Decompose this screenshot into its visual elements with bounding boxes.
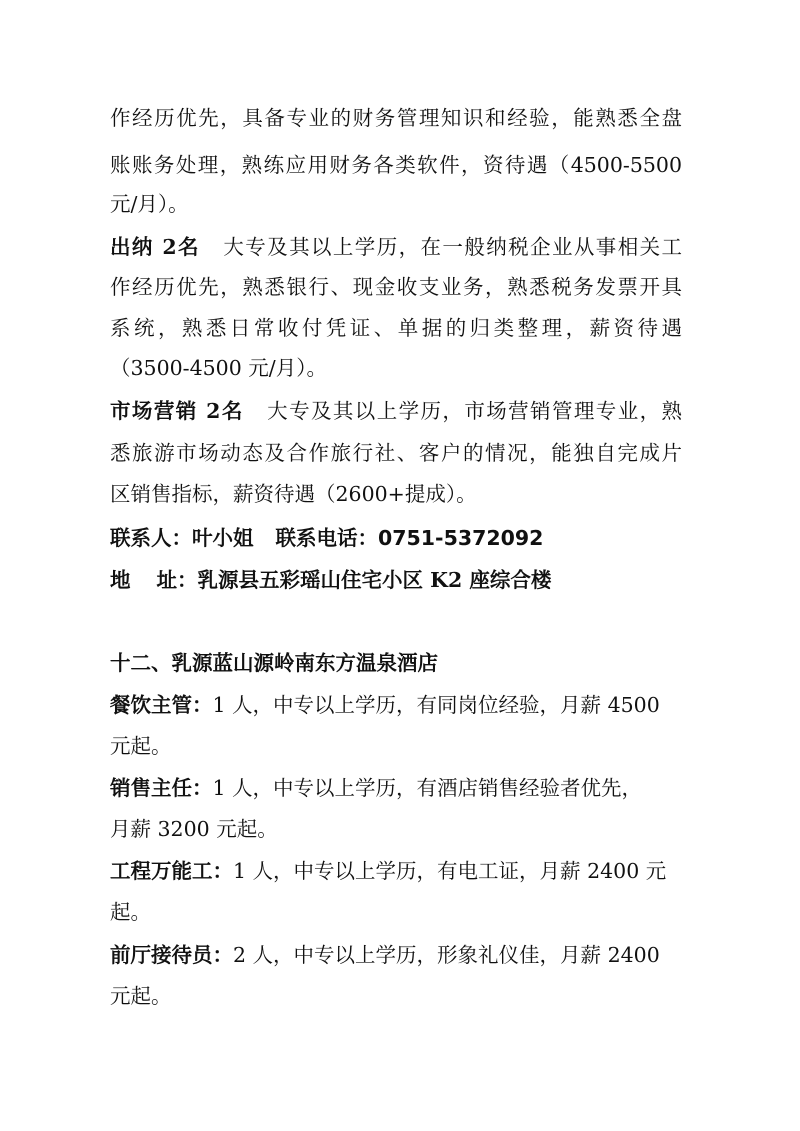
section-heading: 十二、乳源蓝山源岭南东方温泉酒店: [110, 651, 438, 675]
address-label-b: 址：: [156, 568, 198, 592]
job-title: 前厅接待员：: [110, 943, 233, 967]
text-line: 悉旅游市场动态及合作旅行社、客户的情况，能独自完成片: [110, 441, 682, 465]
job-title: 餐饮主管：: [110, 693, 213, 717]
marketing-text: 大专及其以上学历，市场营销管理专业，熟: [265, 399, 683, 423]
contact-line: [110, 523, 543, 553]
text-line: 作经历优先，熟悉银行、现金收支业务，熟悉税务发票开具: [110, 275, 682, 299]
job-text: 1 人，中专以上学历，有酒店销售经验者优先，: [212, 776, 643, 800]
contact-label: 联系人：: [110, 526, 192, 550]
job-text: 1 人，中专以上学历，有电工证，月薪 2400 元: [233, 859, 667, 883]
text-line: 元起。: [110, 984, 172, 1008]
contact-name: 叶小姐: [192, 526, 254, 550]
phone-label: 联系电话：: [275, 526, 378, 550]
job-text: 2 人，中专以上学历，形象礼仪佳，月薪 2400: [233, 943, 660, 967]
text-line: 起。: [110, 900, 151, 924]
job-line-3: [110, 856, 666, 886]
text-line: （3500-4500 元/月）。: [110, 356, 327, 380]
job-text: 1 人，中专以上学历，有同岗位经验，月薪 4500: [212, 693, 660, 717]
contact-phone: 0751-5372092: [378, 526, 544, 550]
job-title: 工程万能工：: [110, 859, 233, 883]
text-line: 区销售指标，薪资待遇（2600+提成）。: [110, 482, 477, 506]
cashier-line-1: [110, 232, 682, 262]
cashier-title: 出纳 2名: [110, 235, 200, 259]
text-line: 元/月）。: [110, 192, 189, 216]
marketing-line-1: [110, 396, 682, 426]
job-line-4: [110, 940, 660, 970]
address-label-a: 地: [110, 568, 131, 592]
cashier-text: 大专及其以上学历，在一般纳税企业从事相关工: [221, 235, 683, 259]
job-title: 销售主任：: [110, 776, 213, 800]
text-line: 作经历优先，具备专业的财务管理知识和经验，能熟悉全盘: [110, 106, 682, 130]
address-value: 乳源县五彩瑶山住宅小区 K2 座综合楼: [197, 568, 552, 592]
text-line: 元起。: [110, 734, 172, 758]
job-line-1: [110, 690, 660, 720]
job-line-2: [110, 773, 642, 803]
text-line: 账账务处理，熟练应用财务各类软件，资待遇（4500-5500: [110, 153, 682, 177]
marketing-title: 市场营销 2名: [110, 399, 244, 423]
text-line: 系统，熟悉日常收付凭证、单据的归类整理，薪资待遇: [110, 316, 682, 340]
address-line: [110, 565, 551, 595]
text-line: 月薪 3200 元起。: [110, 817, 278, 841]
